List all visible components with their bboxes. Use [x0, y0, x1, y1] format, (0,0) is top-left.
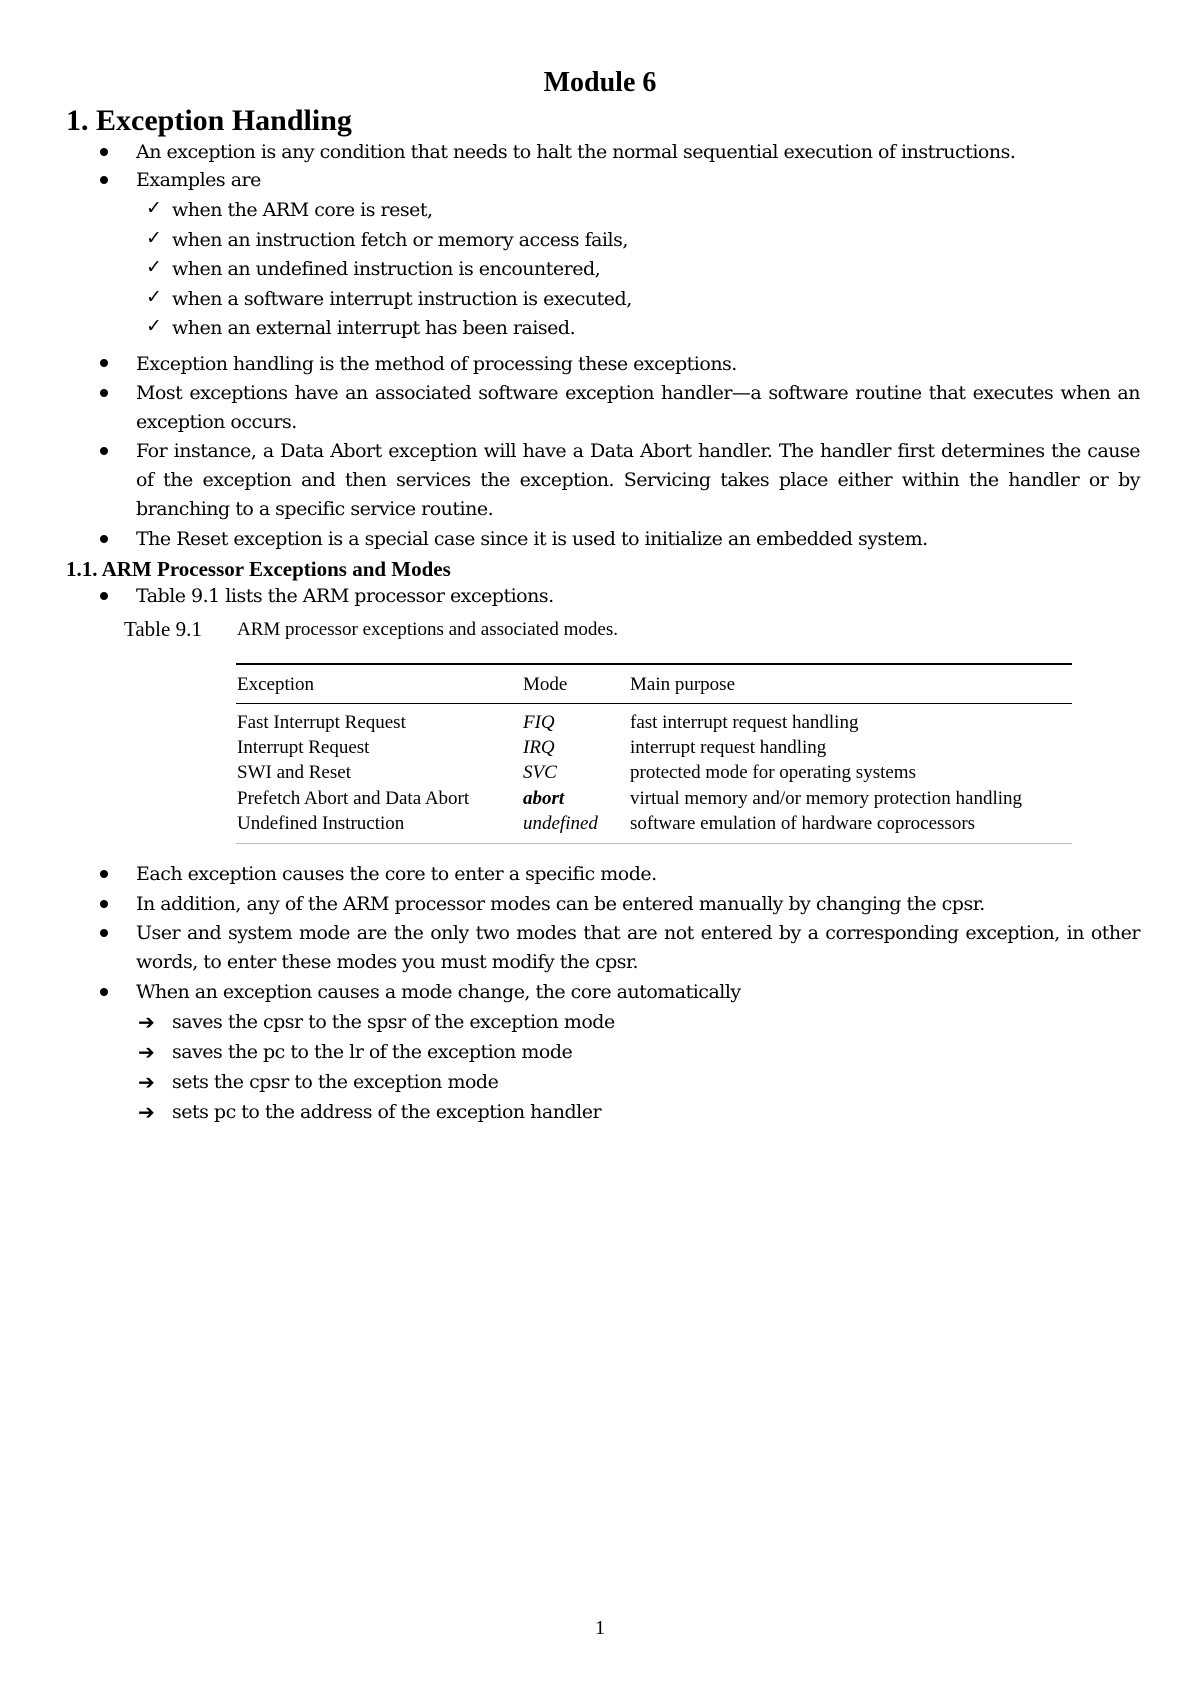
- paragraph-user-system-mode: User and system mode are the only two modes that are not entered by a corresponding exception, in other words, to enter these modes you must modify the cpsr.: [136, 922, 1140, 973]
- table-cell-exception: Fast Interrupt Request: [237, 712, 406, 733]
- table-bottom-rule: [236, 843, 1072, 844]
- checkmark-icon: ✓: [146, 256, 162, 278]
- checkmark-icon: ✓: [146, 197, 162, 219]
- checkmark-icon: ✓: [146, 227, 162, 249]
- checkmark-icon: ✓: [146, 286, 162, 308]
- bullet-dot-icon: [100, 389, 108, 397]
- paragraph-exception-handling-method: Exception handling is the method of processing these exceptions.: [136, 353, 737, 375]
- page-number: 1: [595, 1617, 605, 1639]
- table-header-purpose: Main purpose: [630, 674, 736, 695]
- table-cell-mode: SVC: [523, 762, 557, 783]
- right-arrow-icon: ➔: [138, 1040, 155, 1064]
- paragraph-exception-definition: An exception is any condition that needs to halt the normal sequential execution of instructions.: [136, 141, 1016, 163]
- section-heading-exception-handling: 1. Exception Handling: [66, 104, 352, 137]
- paragraph-examples-intro: Examples are: [136, 169, 261, 191]
- table-cell-purpose: software emulation of hardware coprocessors: [630, 813, 976, 834]
- bullet-dot-icon: [100, 988, 108, 996]
- table-cell-exception: Interrupt Request: [237, 737, 370, 758]
- table-cell-purpose: interrupt request handling: [630, 737, 827, 758]
- step-item: sets pc to the address of the exception handler: [172, 1101, 602, 1123]
- module-title: Module 6: [543, 67, 657, 98]
- table-cell-exception: Prefetch Abort and Data Abort: [237, 788, 470, 809]
- example-item: when an external interrupt has been raised.: [172, 317, 576, 339]
- table-cell-mode: IRQ: [523, 737, 555, 758]
- paragraph-exception-mode: Each exception causes the core to enter a specific mode.: [136, 863, 657, 885]
- step-item: saves the cpsr to the spsr of the exception mode: [172, 1011, 615, 1033]
- bullet-dot-icon: [100, 592, 108, 600]
- example-item: when an undefined instruction is encountered,: [172, 258, 601, 280]
- right-arrow-icon: ➔: [138, 1070, 155, 1094]
- paragraph-manual-modes: In addition, any of the ARM processor modes can be entered manually by changing the cpsr.: [136, 893, 985, 915]
- step-item: saves the pc to the lr of the exception mode: [172, 1041, 573, 1063]
- table-cell-mode: FIQ: [523, 712, 555, 733]
- section-heading-arm-exceptions-modes: 1.1. ARM Processor Exceptions and Modes: [66, 557, 451, 581]
- table-cell-mode: undefined: [523, 813, 598, 834]
- example-item: when an instruction fetch or memory access fails,: [172, 229, 628, 251]
- table-cell-purpose: protected mode for operating systems: [630, 762, 916, 783]
- paragraph-table-reference: Table 9.1 lists the ARM processor exceptions.: [136, 585, 554, 607]
- bullet-dot-icon: [100, 148, 108, 156]
- right-arrow-icon: ➔: [138, 1010, 155, 1034]
- paragraph-data-abort-example: For instance, a Data Abort exception will have a Data Abort handler. The handler first determines the cause of the exception and then services the exception. Servicing takes place either within the handler or by branching to a specific service routine.: [136, 440, 1140, 520]
- table-header-mode: Mode: [523, 674, 568, 695]
- bullet-dot-icon: [100, 929, 108, 937]
- table-top-rule: [236, 663, 1072, 665]
- checkmark-icon: ✓: [146, 315, 162, 337]
- paragraph-exception-handler: Most exceptions have an associated software exception handler—a software routine that executes when an exception occurs.: [136, 382, 1140, 433]
- table-header-exception: Exception: [237, 674, 315, 695]
- bullet-dot-icon: [100, 447, 108, 455]
- example-item: when the ARM core is reset,: [172, 199, 433, 221]
- table-cell-exception: SWI and Reset: [237, 762, 351, 783]
- table-cell-mode: abort: [523, 788, 565, 809]
- step-item: sets the cpsr to the exception mode: [172, 1071, 499, 1093]
- paragraph-reset-exception: The Reset exception is a special case since it is used to initialize an embedded system.: [136, 528, 928, 550]
- right-arrow-icon: ➔: [138, 1100, 155, 1124]
- table-caption-label: Table 9.1: [124, 617, 202, 641]
- bullet-dot-icon: [100, 176, 108, 184]
- paragraph-mode-change: When an exception causes a mode change, the core automatically: [136, 981, 741, 1003]
- bullet-dot-icon: [100, 535, 108, 543]
- table-cell-exception: Undefined Instruction: [237, 813, 405, 834]
- bullet-dot-icon: [100, 900, 108, 908]
- table-cell-purpose: virtual memory and/or memory protection handling: [630, 788, 1023, 809]
- bullet-dot-icon: [100, 870, 108, 878]
- example-item: when a software interrupt instruction is executed,: [172, 288, 632, 310]
- bullet-dot-icon: [100, 359, 108, 367]
- table-cell-purpose: fast interrupt request handling: [630, 712, 859, 733]
- table-caption-text: ARM processor exceptions and associated modes.: [237, 619, 618, 640]
- table-header-rule: [236, 703, 1072, 704]
